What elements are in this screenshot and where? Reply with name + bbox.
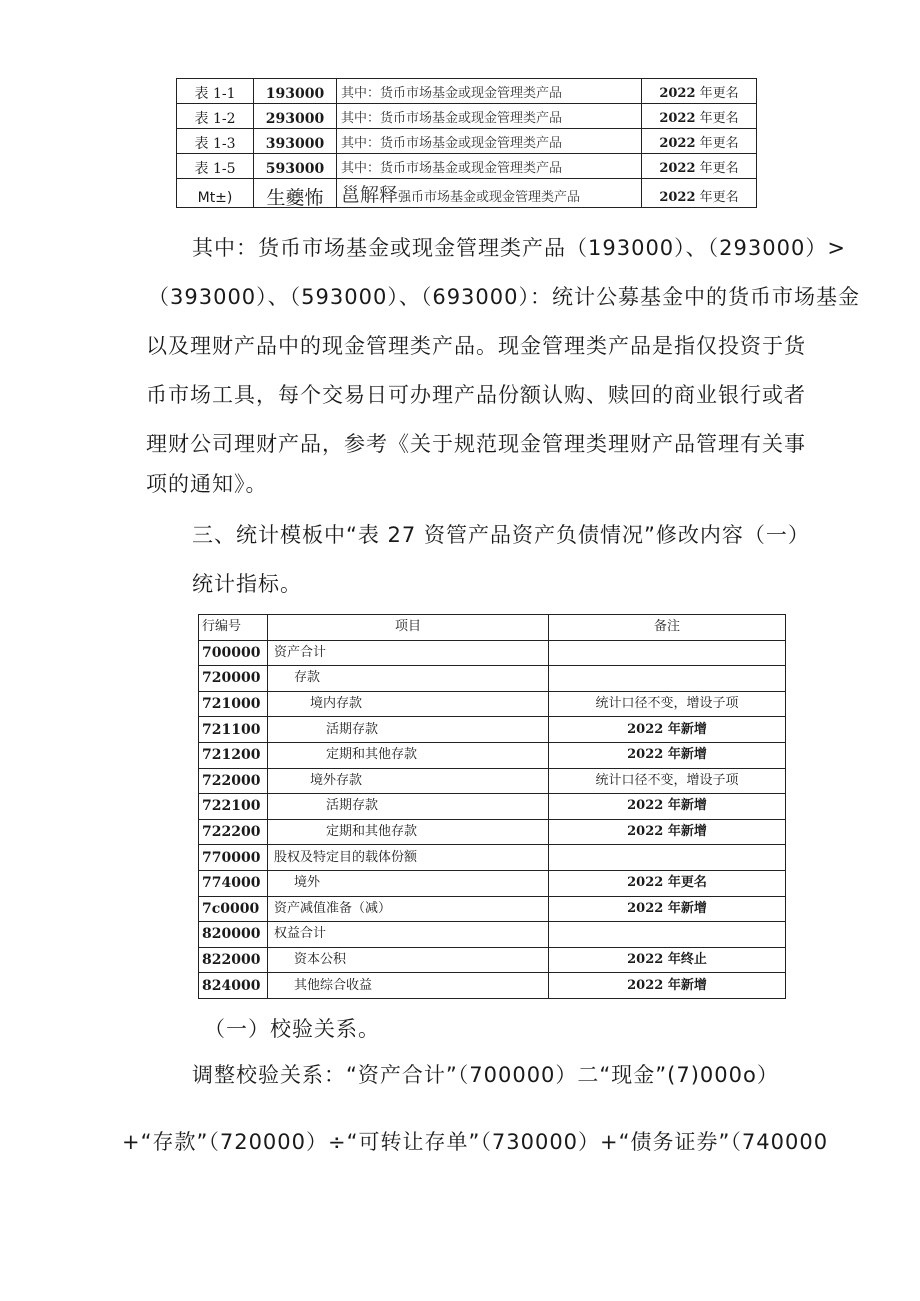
table-row bbox=[199, 819, 786, 845]
row-item: 存款 bbox=[268, 666, 549, 692]
section-heading: 三、统计模板中“表 27 资管产品资产负债情况”修改内容（一） bbox=[192, 523, 810, 547]
row-code: 721200 bbox=[199, 742, 268, 768]
indicator-table bbox=[198, 614, 786, 999]
description-garbled-prefix: 邕解释 bbox=[341, 184, 399, 206]
row-code: 774000 bbox=[199, 870, 268, 896]
note-text: 年更名 bbox=[699, 111, 739, 126]
row-code-cell: 593000 bbox=[254, 154, 337, 179]
row-code-cell: 193000 bbox=[254, 79, 337, 104]
row-item: 资产减值准备（减） bbox=[268, 896, 549, 922]
row-code: 822000 bbox=[199, 947, 268, 973]
row-item: 境外 bbox=[268, 870, 549, 896]
row-note: 2022 年新增 bbox=[549, 896, 786, 922]
header-code: 行编号 bbox=[199, 615, 268, 641]
description-rest: 强币市场基金或现金管理类产品 bbox=[398, 190, 581, 205]
description-cell: 其中：货币市场基金或现金管理类产品 bbox=[337, 104, 642, 129]
description-cell: 其中：货币市场基金或现金管理类产品 bbox=[337, 154, 642, 179]
table-row bbox=[177, 129, 757, 154]
description-cell bbox=[337, 179, 642, 208]
table-header-row bbox=[199, 615, 786, 641]
row-note: 2022 年新增 bbox=[549, 794, 786, 820]
note-text: 年更名 bbox=[699, 136, 739, 151]
row-note: 2022 年更名 bbox=[549, 870, 786, 896]
table-row bbox=[177, 154, 757, 179]
row-item: 境外存款 bbox=[268, 768, 549, 794]
note-year: 2022 bbox=[659, 111, 696, 126]
table-row bbox=[199, 947, 786, 973]
row-note: 统计口径不变，增设子项 bbox=[549, 691, 786, 717]
table-label-cell: 表 1-2 bbox=[177, 104, 254, 129]
table-row bbox=[199, 640, 786, 666]
row-note bbox=[549, 845, 786, 871]
table-row bbox=[199, 794, 786, 820]
table-row bbox=[177, 179, 757, 208]
row-item: 股权及特定目的载体份额 bbox=[268, 845, 549, 871]
row-code: 720000 bbox=[199, 666, 268, 692]
note-year: 2022 bbox=[659, 190, 696, 205]
note-year: 2022 bbox=[659, 86, 696, 101]
row-note: 2022 年终止 bbox=[549, 947, 786, 973]
row-code: 824000 bbox=[199, 973, 268, 999]
row-code: 700000 bbox=[199, 640, 268, 666]
row-code: 722200 bbox=[199, 819, 268, 845]
table-row bbox=[199, 717, 786, 743]
table-label-cell: Mt±) bbox=[177, 179, 254, 208]
row-code: 721000 bbox=[199, 691, 268, 717]
row-note bbox=[549, 922, 786, 948]
note-cell bbox=[642, 154, 757, 179]
row-item: 活期存款 bbox=[268, 794, 549, 820]
table-row bbox=[199, 691, 786, 717]
paragraph-line: +“存款”（720000）÷“可转让存单”（730000）+“债务证券”（740000 bbox=[122, 1130, 829, 1154]
row-item: 资产合计 bbox=[268, 640, 549, 666]
note-cell bbox=[642, 104, 757, 129]
row-code: 820000 bbox=[199, 922, 268, 948]
table-row bbox=[199, 666, 786, 692]
description-cell: 其中：货币市场基金或现金管理类产品 bbox=[337, 129, 642, 154]
paragraph-line: 其中：货币市场基金或现金管理类产品（193000）、（293000）> bbox=[192, 236, 846, 260]
row-code-cell: 生夔怖 bbox=[254, 179, 337, 208]
row-note bbox=[549, 666, 786, 692]
note-text: 年更名 bbox=[699, 190, 739, 205]
subsection-heading: （一）校验关系。 bbox=[204, 1017, 380, 1041]
row-note: 2022 年新增 bbox=[549, 819, 786, 845]
table-row bbox=[199, 870, 786, 896]
paragraph-line: 调整校验关系：“资产合计”（700000）二“现金”(7)000o） bbox=[192, 1063, 779, 1087]
table-row bbox=[177, 79, 757, 104]
header-item: 项目 bbox=[268, 615, 549, 641]
note-cell bbox=[642, 129, 757, 154]
note-year: 2022 bbox=[659, 161, 696, 176]
paragraph-line: 项的通知》。 bbox=[146, 472, 268, 496]
row-item: 定期和其他存款 bbox=[268, 819, 549, 845]
note-text: 年更名 bbox=[699, 86, 739, 101]
paragraph-line: （393000）、（593000）、（693000）：统计公募基金中的货币市场基金 bbox=[148, 285, 860, 309]
row-note: 2022 年新增 bbox=[549, 973, 786, 999]
row-code: 770000 bbox=[199, 845, 268, 871]
table-row bbox=[199, 742, 786, 768]
header-note: 备注 bbox=[549, 615, 786, 641]
row-code: 722000 bbox=[199, 768, 268, 794]
table-row bbox=[199, 768, 786, 794]
row-code: 7c0000 bbox=[199, 896, 268, 922]
product-rename-table bbox=[176, 78, 757, 208]
row-code: 722100 bbox=[199, 794, 268, 820]
note-text: 年更名 bbox=[699, 161, 739, 176]
note-cell bbox=[642, 79, 757, 104]
row-code-cell: 393000 bbox=[254, 129, 337, 154]
table-row bbox=[199, 973, 786, 999]
table-label-cell: 表 1-3 bbox=[177, 129, 254, 154]
paragraph-line: 以及理财产品中的现金管理类产品。现金管理类产品是指仅投资于货 bbox=[146, 334, 806, 358]
table-row bbox=[177, 104, 757, 129]
section-heading-cont: 统计指标。 bbox=[192, 572, 302, 596]
note-cell bbox=[642, 179, 757, 208]
row-note: 2022 年新增 bbox=[549, 717, 786, 743]
paragraph-line: 币市场工具，每个交易日可办理产品份额认购、赎回的商业银行或者 bbox=[146, 383, 806, 407]
row-item: 定期和其他存款 bbox=[268, 742, 549, 768]
row-item: 境内存款 bbox=[268, 691, 549, 717]
description-cell: 其中：货币市场基金或现金管理类产品 bbox=[337, 79, 642, 104]
row-code: 721100 bbox=[199, 717, 268, 743]
table-label-cell: 表 1-1 bbox=[177, 79, 254, 104]
row-code-cell: 293000 bbox=[254, 104, 337, 129]
row-item: 权益合计 bbox=[268, 922, 549, 948]
table-row bbox=[199, 845, 786, 871]
table-row bbox=[199, 896, 786, 922]
row-note: 统计口径不变，增设子项 bbox=[549, 768, 786, 794]
row-note bbox=[549, 640, 786, 666]
paragraph-line: 理财公司理财产品，参考《关于规范现金管理类理财产品管理有关事 bbox=[146, 432, 806, 456]
row-item: 资本公积 bbox=[268, 947, 549, 973]
table-label-cell: 表 1-5 bbox=[177, 154, 254, 179]
row-note: 2022 年新增 bbox=[549, 742, 786, 768]
note-year: 2022 bbox=[659, 136, 696, 151]
row-item: 其他综合收益 bbox=[268, 973, 549, 999]
table-row bbox=[199, 922, 786, 948]
row-item: 活期存款 bbox=[268, 717, 549, 743]
